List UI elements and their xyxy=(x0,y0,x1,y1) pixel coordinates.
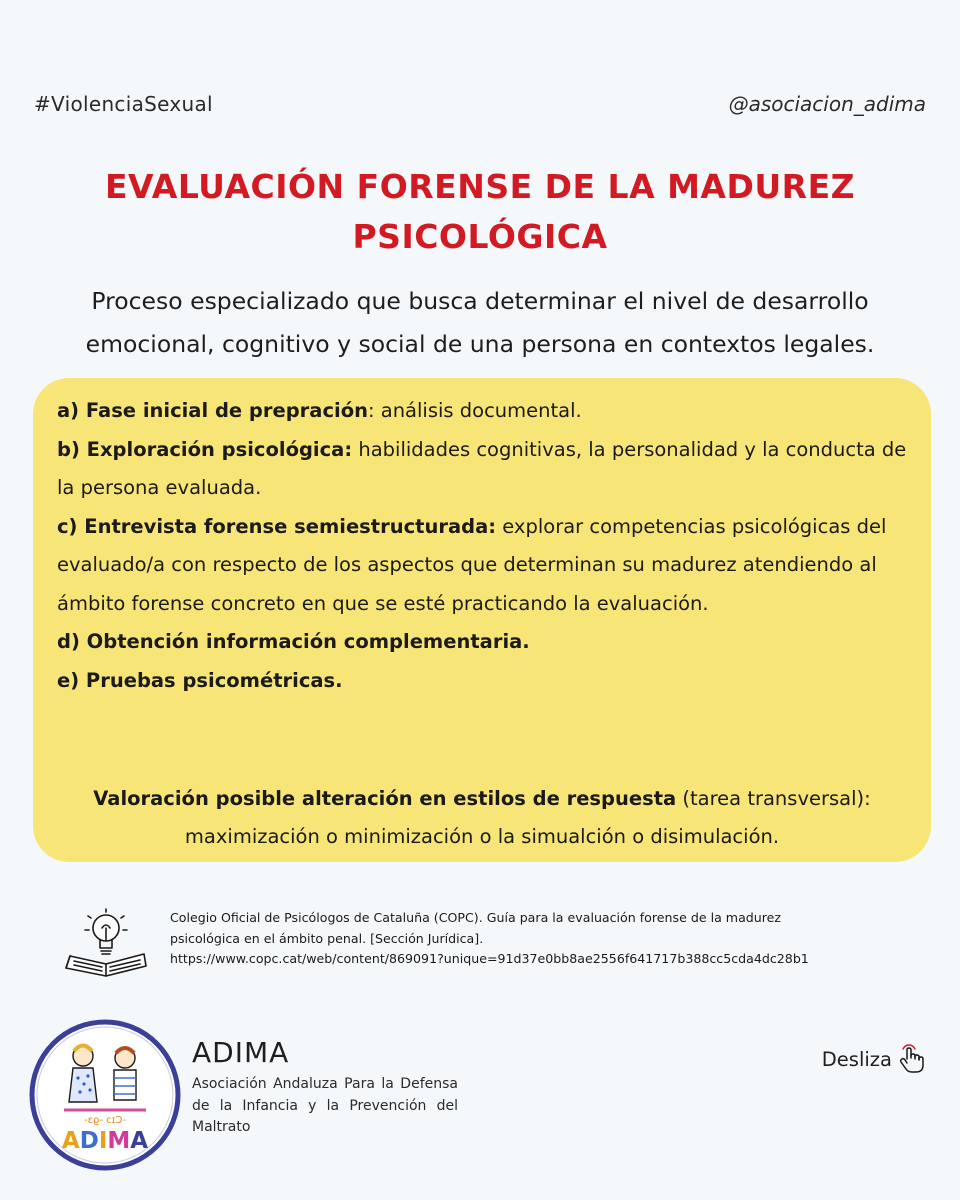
reference-line-2: psicológica en el ámbito penal. [Sección Jurídica]. xyxy=(170,930,484,946)
phases-box xyxy=(33,378,931,862)
reference-citation xyxy=(170,908,890,970)
org-full-name: Asociación Andaluza Para la Defensa de la Infancia y la Prevención del Maltrato xyxy=(192,1076,458,1135)
page-title-line-1: EVALUACIÓN FORENSE DE LA MADUREZ xyxy=(104,167,856,206)
phase-b-text: habilidades cognitivas, la personalidad y la conducta de la persona evaluada. xyxy=(57,437,907,499)
phases-list xyxy=(57,392,917,700)
phase-d-label: d) Obtención información complementaria. xyxy=(57,630,530,653)
svg-text:-ԑϱ- ϲɪϽ-: -ԑϱ- ϲɪϽ- xyxy=(83,1115,127,1126)
swipe-hint[interactable] xyxy=(822,1044,924,1074)
note-label: Valoración posible alteración en estilos de respuesta xyxy=(93,787,677,810)
adima-logo[interactable] xyxy=(28,1018,182,1172)
subtitle: Proceso especializado que busca determinar el nivel de desarrollo emocional, cognitivo y social de una persona en contextos legales. xyxy=(85,287,875,358)
response-style-note xyxy=(53,780,911,856)
swipe-label: Desliza xyxy=(821,1047,892,1071)
phase-b-label: b) Exploración psicológica: xyxy=(57,437,353,461)
phase-e-label: e) Pruebas psicométricas. xyxy=(57,668,343,692)
phase-a-label: a) Fase inicial de prepración xyxy=(57,399,368,422)
note-text: (tarea transversal): maximización o minimización o la simualción o disimulación. xyxy=(184,787,871,848)
hashtag[interactable]: #ViolenciaSexual xyxy=(34,92,213,116)
reference-url[interactable]: https://www.copc.cat/web/content/869091?unique=91d37e0bb8ae2556f641717b388cc5cda4dc28b1 xyxy=(170,951,809,966)
page-title xyxy=(60,162,900,262)
phase-e xyxy=(57,662,917,701)
logo-wordmark: ADIMA xyxy=(61,1128,149,1154)
lightbulb-book-icon xyxy=(58,906,156,980)
phase-a-text: : análisis documental. xyxy=(367,399,582,422)
page-title-line-2: PSICOLÓGICA xyxy=(352,217,608,256)
social-handle[interactable]: @asociacion_adima xyxy=(728,92,926,116)
phase-c-label: c) Entrevista forense semiestructurada: xyxy=(57,514,497,538)
reference-line-1: Colegio Oficial de Psicólogos de Cataluña (COPC). Guía para la evaluación forense de la madurez xyxy=(170,910,782,925)
phase-c-text: explorar competencias psicológicas del evaluado/a con respecto de los aspectos que determinan su madurez atendiendo al ámbito forense concreto en que se esté practicando la evaluación. xyxy=(57,514,887,615)
phase-c xyxy=(57,508,917,624)
phase-b xyxy=(57,431,917,508)
pointing-hand-icon xyxy=(898,1044,924,1074)
org-name: ADIMA xyxy=(192,1036,290,1069)
phase-a xyxy=(57,392,917,431)
phase-d xyxy=(57,623,917,662)
